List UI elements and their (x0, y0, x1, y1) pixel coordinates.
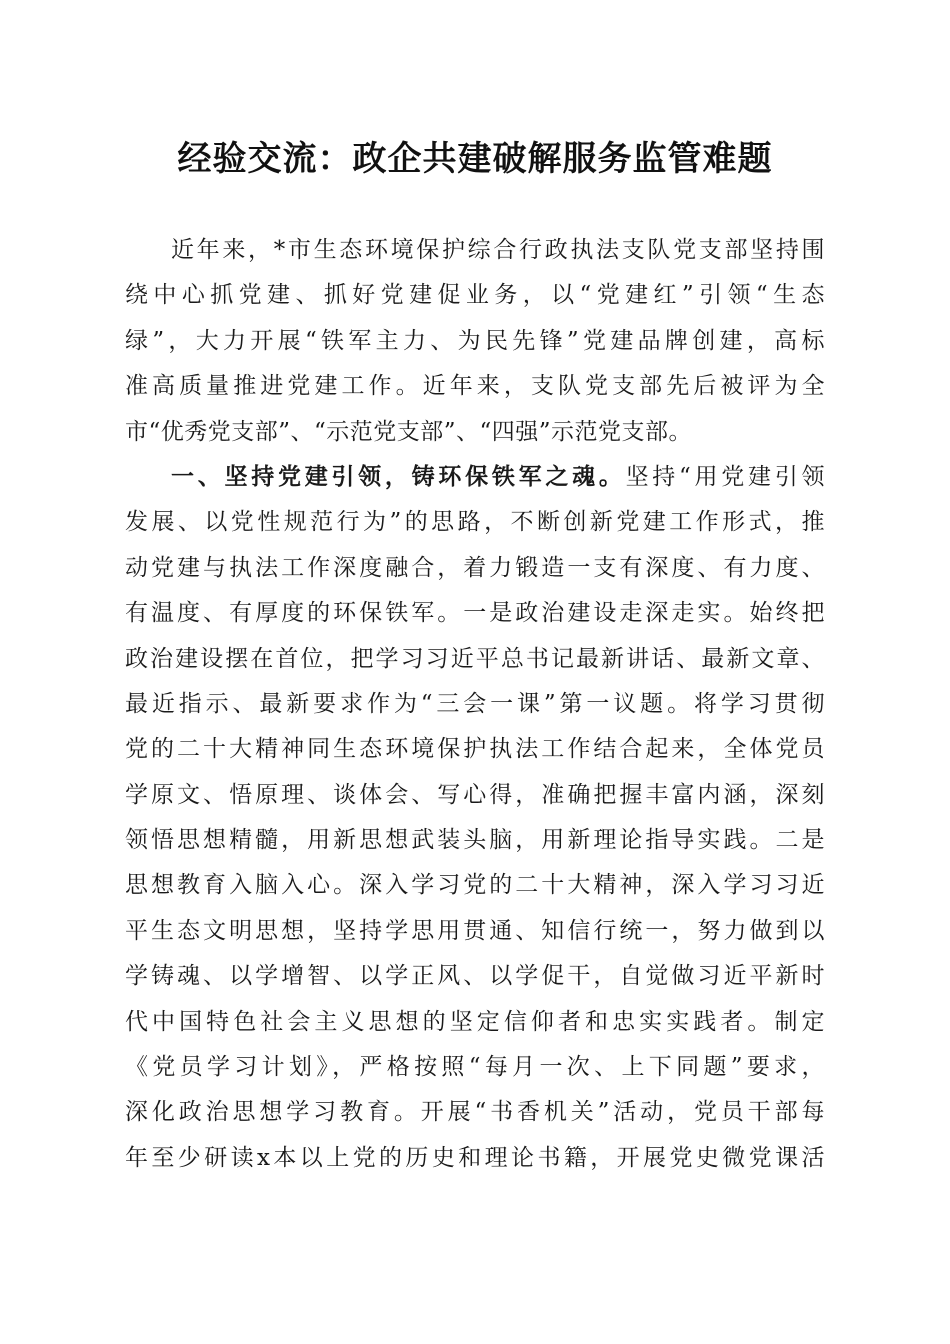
paragraph-line: 政治建设摆在首位，把学习习近平总书记最新讲话、最新文章、 (125, 645, 825, 672)
paragraph-line: 绿”，大力开展“铁军主力、为民先锋”党建品牌创建，高标 (125, 327, 825, 354)
document-body (125, 228, 825, 1181)
paragraph-line: 发展、以党性规范行为”的思路，不断创新党建工作形式，推 (125, 509, 825, 536)
paragraph-line: 近年来，*市生态环境保护综合行政执法支队党支部坚持围 (171, 237, 825, 263)
document-title: 经验交流：政企共建破解服务监管难题 (177, 139, 773, 179)
paragraph-line: 领悟思想精髓，用新思想武装头脑，用新理论指导实践。二是 (125, 827, 825, 854)
paragraph-line: 市“优秀党支部”、“示范党支部”、“四强”示范党支部。 (125, 418, 693, 445)
paragraph-line: 学铸魂、以学增智、以学正风、以学促干，自觉做习近平新时 (125, 963, 825, 990)
paragraph-line (125, 455, 825, 500)
paragraph-line: 绕中心抓党建、抓好党建促业务，以“党建红”引领“生态 (125, 282, 825, 309)
paragraph-line: 思想教育入脑入心。深入学习党的二十大精神，深入学习习近 (125, 872, 825, 899)
paragraph-intro (125, 228, 825, 455)
paragraph-line: 有温度、有厚度的环保铁军。一是政治建设走深走实。始终把 (125, 600, 825, 627)
section-heading: 一、坚持党建引领，铸环保铁军之魂。 (171, 463, 626, 490)
paragraph-line: 学原文、悟原理、谈体会、写心得，准确把握丰富内涵，深刻 (125, 781, 825, 808)
paragraph-line: 年至少研读x本以上党的历史和理论书籍，开展党史微党课活 (125, 1144, 825, 1171)
paragraph-line: 代中国特色社会主义思想的坚定信仰者和忠实实践者。制定 (125, 1008, 825, 1035)
paragraph-section-one (125, 455, 825, 1181)
paragraph-line: 动党建与执法工作深度融合，着力锻造一支有深度、有力度、 (125, 554, 825, 581)
paragraph-line: 《党员学习计划》，严格按照“每月一次、上下同题”要求， (125, 1054, 825, 1081)
section-heading-continuation: 坚持“用党建引领 (625, 463, 825, 490)
paragraph-line: 党的二十大精神同生态环境保护执法工作结合起来，全体党员 (125, 736, 825, 763)
paragraph-line: 准高质量推进党建工作。近年来，支队党支部先后被评为全 (125, 373, 825, 400)
paragraph-line: 平生态文明思想，坚持学思用贯通、知信行统一，努力做到以 (125, 917, 825, 944)
paragraph-line: 深化政治思想学习教育。开展“书香机关”活动，党员干部每 (125, 1099, 825, 1126)
paragraph-line: 最近指示、最新要求作为“三会一课”第一议题。将学习贯彻 (125, 690, 825, 717)
